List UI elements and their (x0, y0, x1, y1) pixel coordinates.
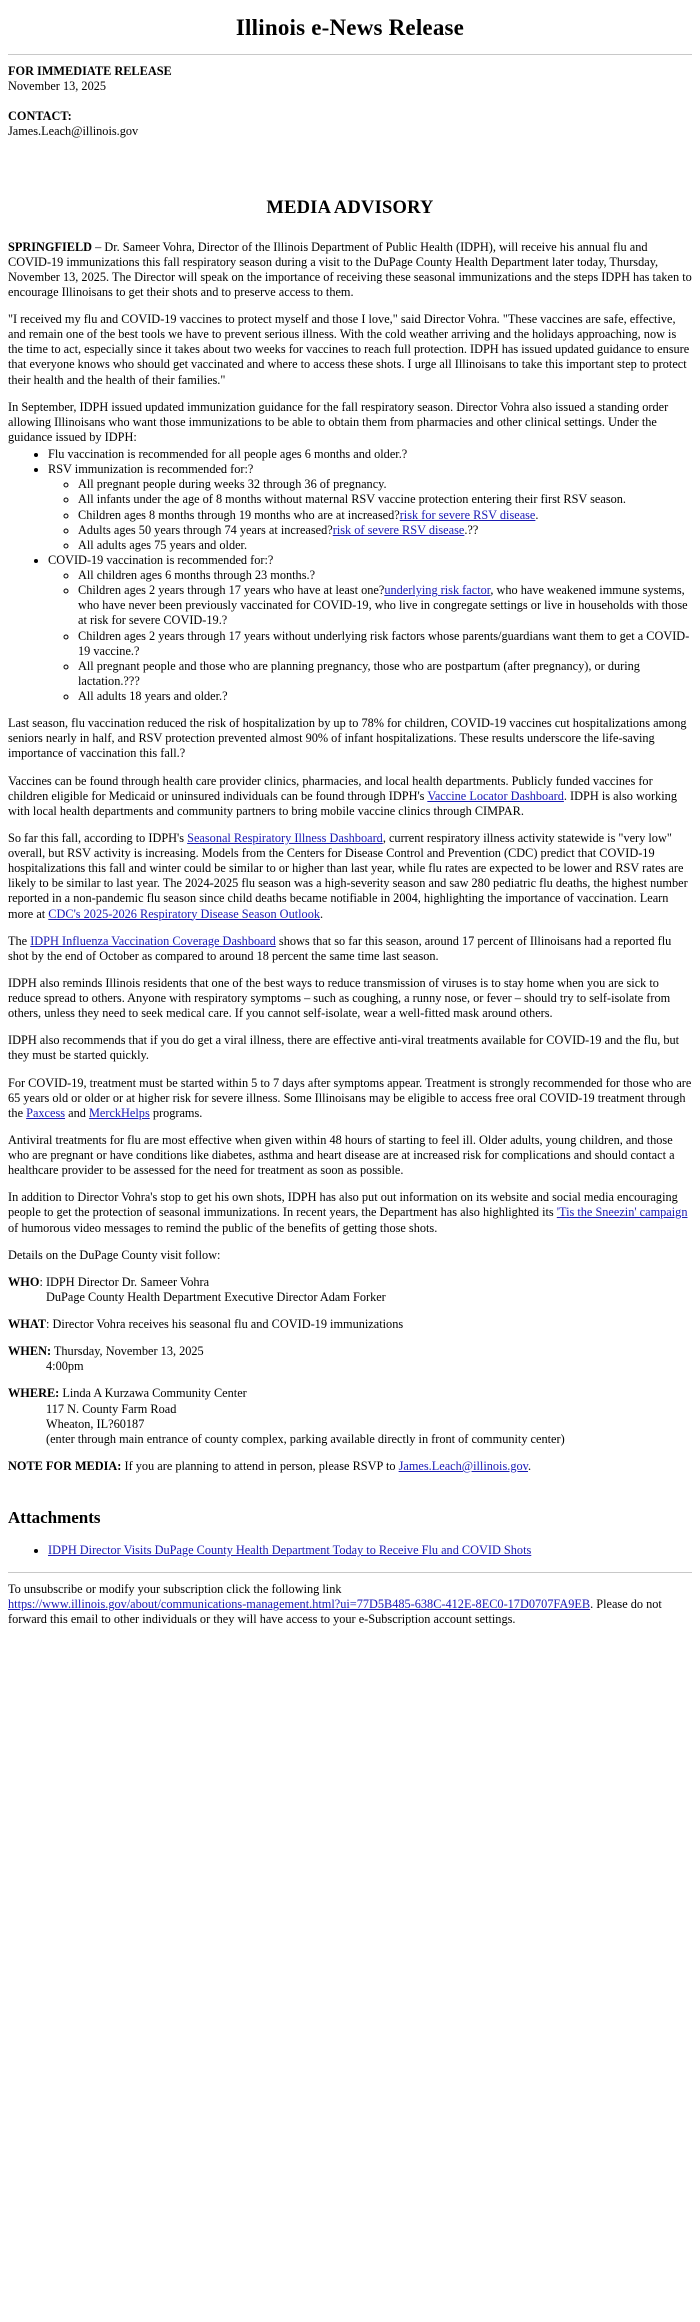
idph-influenza-vaccination-coverage-dashboard-link[interactable]: IDPH Influenza Vaccination Coverage Dashboard (30, 933, 276, 948)
what-value: Director Vohra receives his seasonal flu and COVID-19 immunizations (52, 1317, 404, 1332)
list-item-label: All adults ages 75 years and older. (78, 537, 248, 552)
event-who-block (8, 1275, 692, 1305)
seasonal-respiratory-illness-dashboard-link[interactable]: Seasonal Respiratory Illness Dashboard (187, 830, 383, 845)
list-item-label: All children ages 6 months through 23 months.? (78, 568, 316, 583)
merckhelps-link[interactable]: MerckHelps (88, 1105, 150, 1120)
list-item (78, 492, 692, 507)
where-parking-note: (enter through main entrance of county complex, parking available directly in front of community center) (46, 1431, 565, 1446)
paragraph-antiviral-availability: IDPH also recommends that if you do get a viral illness, there are effective anti-viral treatments available for COVID-19 and the flu, but they must be started quickly. (8, 1033, 680, 1063)
underlying-risk-factor-link[interactable]: underlying risk factor (384, 583, 491, 598)
when-time: 4:00pm (46, 1359, 84, 1374)
paragraph-september-guidance: In September, IDPH issued updated immunization guidance for the fall respiratory season. Director Vohra also issued a standing order allowing Illinoisans who want those immunizations to be able to obtain them from pharmacies and other clinical settings. Under the guidance issued by IDPH: (8, 399, 669, 444)
paragraph-respiratory-activity (8, 831, 692, 922)
list-item-label: Children ages 2 years through 17 years without underlying risk factors whose parents/guardians want them to get a COVID-19 vaccine.? (78, 628, 690, 658)
event-what-line (8, 1317, 692, 1332)
list-item (78, 477, 692, 492)
guidance-list (8, 447, 692, 704)
what-separator: : (46, 1317, 53, 1332)
note-end: . (527, 1458, 532, 1473)
list-item-label: All pregnant people during weeks 32 through 36 of pregnancy. (78, 477, 387, 492)
list-item (78, 508, 692, 523)
list-item (48, 447, 692, 462)
where-city-zip: Wheaton, IL?60187 (46, 1416, 145, 1431)
list-item-text-post: . (535, 507, 539, 522)
list-item-label: All pregnant people and those who are planning pregnancy, those who are postpartum (after pregnancy), or during lactation.??? (78, 658, 640, 688)
unsubscribe-paragraph (8, 1597, 692, 1627)
event-what-block (8, 1317, 692, 1332)
paragraph-covid-treatment-window (8, 1076, 692, 1121)
paragraph-details-intro: Details on the DuPage County visit follow: (8, 1247, 221, 1262)
paragraph-campaign (8, 1190, 692, 1235)
event-who-line (8, 1275, 692, 1290)
unsubscribe-warning: . Please do not forward this email to other individuals or they will have access to your e-Subscription account settings. (8, 1597, 662, 1627)
paragraph-text-pre: In addition to Director Vohra's stop to get his own shots, IDPH has also put out information on its website and social media encouraging people to get the protection of seasonal immunizations. In recent years, the Department has also highlighted its (8, 1190, 678, 1220)
list-item-text-post: , who have weakened immune systems, who have never been previously vaccinated for COVID-19, who live in congregate settings or live in households with those at risk for severe COVID-19.? (78, 583, 688, 628)
what-label: WHAT (8, 1317, 47, 1332)
who-separator: : (39, 1274, 46, 1289)
list-item (78, 523, 692, 538)
media-advisory-heading: MEDIA ADVISORY (266, 197, 434, 218)
event-where-line (8, 1386, 692, 1401)
list-item-text-pre: Children ages 8 months through 19 months who are at increased? (78, 507, 400, 522)
paragraph-text-post: shows that so far this season, around 17 percent of Illinoisans had a reported flu shot by the end of October as compared to around 18 percent the same time last season. (8, 933, 672, 963)
attachments-heading: Attachments (8, 1508, 101, 1528)
cdc-respiratory-disease-season-outlook-link[interactable]: CDC's 2025-2026 Respiratory Disease Season Outlook (48, 906, 320, 921)
paragraph-text-post: of humorous video messages to remind the public of the benefits of getting those shots. (8, 1220, 438, 1235)
list-item-label: All adults 18 years and older.? (78, 689, 228, 704)
list-item (78, 568, 692, 583)
tis-the-sneezin-campaign-link[interactable]: 'Tis the Sneezin' campaign (556, 1205, 688, 1220)
list-item-label: COVID-19 vaccination is recommended for:? (48, 552, 274, 567)
paragraph-flu-coverage (8, 934, 692, 964)
page-title: Illinois e-News Release (235, 15, 465, 40)
list-item (48, 553, 692, 704)
contact-label: CONTACT: (8, 108, 72, 123)
unsubscribe-instruction: To unsubscribe or modify your subscription click the following link (8, 1582, 342, 1597)
paragraph-flu-antivirals: Antiviral treatments for flu are most effective when given within 48 hours of starting to feel ill. Older adults, young children, and those who are pregnant or have conditions like diabetes, asthma and heart disease are at increased risk for complications and should contact a healthcare provider to be assessed for the need for treatment as soon as possible. (8, 1132, 675, 1178)
paragraph-text-mid: , current respiratory illness activity statewide is "very low" overall, but RSV activity is increasing. Models from the Centers for Disease Control and Prevention (CDC) predict that COVID-19 hospitalizations this fall and winter could be similar to or higher than last year, while flu rates are expected to be lower and RSV rates are likely to be similar to last year. The 2024-2025 flu season was a high-severity season and saw 280 pediatric flu deaths, the highest number reported in a non-pandemic flu season since child deaths became notifiable in 2004, highlighting the importance of vaccination. Learn more at (8, 830, 688, 921)
attachment-link[interactable]: IDPH Director Visits DuPage County Health Department Today to Receive Flu and COVID Shots (48, 1542, 532, 1557)
dateline-city: SPRINGFIELD (8, 239, 93, 254)
when-value: Thursday, November 13, 2025 (51, 1344, 204, 1359)
paragraph-text-pre: For COVID-19, treatment must be started within 5 to 7 days after symptoms appear. Treatment is strongly recommended for those who are 65 years old or older or at higher risk for severe illness. Some Illinoisans may be eligible to access free oral COVID-19 treatment through the (8, 1075, 692, 1120)
unsubscribe-link[interactable]: https://www.illinois.gov/about/communications-management.html?ui=77D5B485-638C-412E-8EC0-17D0707FA9EB (8, 1597, 591, 1612)
paragraph-text-pre: Vaccines can be found through health care provider clinics, pharmacies, and local health departments. Publicly funded vaccines for children eligible for Medicaid or uninsured individuals can be found through IDPH's (8, 773, 653, 803)
paragraph-text-pre: So far this fall, according to IDPH's (8, 830, 188, 845)
paragraph-stay-home-guidance: IDPH also reminds Illinois residents that one of the best ways to reduce transmission of viruses is to stay home when you are sick to reduce spread to others. Anyone with respiratory symptoms – such as coughing, a runny nose, or fever – should try to self-isolate from others, unless they need to seek medical care. If you cannot self-isolate, wear a well-fitted mask around others. (8, 975, 671, 1021)
covid-sublist (48, 568, 692, 704)
risk-of-severe-rsv-disease-link[interactable]: risk of severe RSV disease (332, 522, 465, 537)
when-label: WHEN: (8, 1344, 52, 1359)
paragraph-text-mid: and (65, 1105, 89, 1120)
list-item (78, 659, 692, 689)
list-item-label: Flu vaccination is recommended for all people ages 6 months and older.? (48, 447, 408, 462)
header-divider (8, 54, 692, 55)
vaccine-locator-dashboard-link[interactable]: Vaccine Locator Dashboard (427, 788, 564, 803)
paragraph-text-post: . (320, 906, 324, 921)
attachments-list (8, 1543, 692, 1558)
event-when-line (8, 1344, 692, 1359)
rsvp-email-link[interactable]: James.Leach@illinois.gov (398, 1458, 528, 1473)
where-venue: Linda A Kurzawa Community Center (59, 1386, 247, 1401)
paragraph-director-quote: "I received my flu and COVID-19 vaccines to protect myself and those I love," said Director Vohra. "These vaccines are safe, effective, and remain one of the best tools we have to prevent serious illness. With the cold weather arriving and the holidays approaching, now is the time to act, especially since it takes about two weeks for vaccines to reach full protection. IDPH has issued updated guidance to ensure that everyone knows who should get vaccinated and where to access these shots. I urge all Illinoisans to take this important step to protect their health and the health of their families." (8, 312, 690, 387)
paragraph-text-post: . IDPH is also working with local health departments and community partners to bring mobile vaccine clinics through CIMPAR. (8, 788, 677, 818)
paragraph-vaccine-locations (8, 774, 692, 819)
where-label: WHERE: (8, 1386, 60, 1401)
email-document (0, 14, 700, 1637)
event-when-block (8, 1344, 692, 1374)
paragraph-text-pre: The (8, 933, 31, 948)
list-item (78, 689, 692, 704)
footer-divider (8, 1572, 692, 1573)
list-item-text-pre: Children ages 2 years through 17 years who have at least one? (78, 583, 385, 598)
risk-severe-rsv-disease-link[interactable]: risk for severe RSV disease (399, 507, 536, 522)
rsv-sublist (48, 477, 692, 553)
paragraph-last-season-stats: Last season, flu vaccination reduced the risk of hospitalization by up to 78% for children, COVID-19 vaccines cut hospitalizations among seniors nearly in half, and RSV protection prevented almost 90% of infant hospitalizations. These results underscore the life-saving importance of vaccination this fall.? (8, 716, 687, 761)
release-label: FOR IMMEDIATE RELEASE (8, 64, 172, 79)
list-item-label: All infants under the age of 8 months without maternal RSV vaccine protection entering their first RSV season. (78, 492, 627, 507)
list-item-text-pre: Adults ages 50 years through 74 years at increased? (78, 522, 333, 537)
who-label: WHO (8, 1274, 40, 1289)
event-where-block (8, 1386, 692, 1447)
note-for-media (8, 1459, 692, 1474)
contact-email: James.Leach@illinois.gov (8, 123, 139, 138)
where-street: 117 N. County Farm Road (46, 1401, 177, 1416)
note-text: If you are planning to attend in person, please RSVP to (121, 1458, 399, 1473)
paragraph-dateline (8, 240, 692, 301)
list-item (78, 583, 692, 628)
list-item (48, 1543, 692, 1558)
list-item (78, 629, 692, 659)
dateline-text: – Dr. Sameer Vohra, Director of the Illinois Department of Public Health (IDPH), will receive his annual flu and COVID-19 immunizations this fall respiratory season during a visit to the DuPage County Health Department later today, Thursday, November 13, 2025. The Director will speak on the importance of receiving these seasonal immunizations and the steps IDPH has taken to encourage Illinoisans to get their shots and to preserve access to them. (8, 239, 692, 299)
list-item-label: RSV immunization is recommended for:? (48, 462, 254, 477)
paragraph-text-post: programs. (149, 1105, 203, 1120)
list-item-text-post: .?? (464, 522, 479, 537)
list-item (78, 538, 692, 553)
note-label: NOTE FOR MEDIA: (8, 1458, 122, 1473)
release-date: November 13, 2025 (8, 79, 107, 94)
list-item (48, 462, 692, 553)
who-value-secondary: DuPage County Health Department Executive Director Adam Forker (46, 1289, 386, 1304)
who-value: IDPH Director Dr. Sameer Vohra (45, 1274, 210, 1289)
paxcess-link[interactable]: Paxcess (26, 1105, 66, 1120)
